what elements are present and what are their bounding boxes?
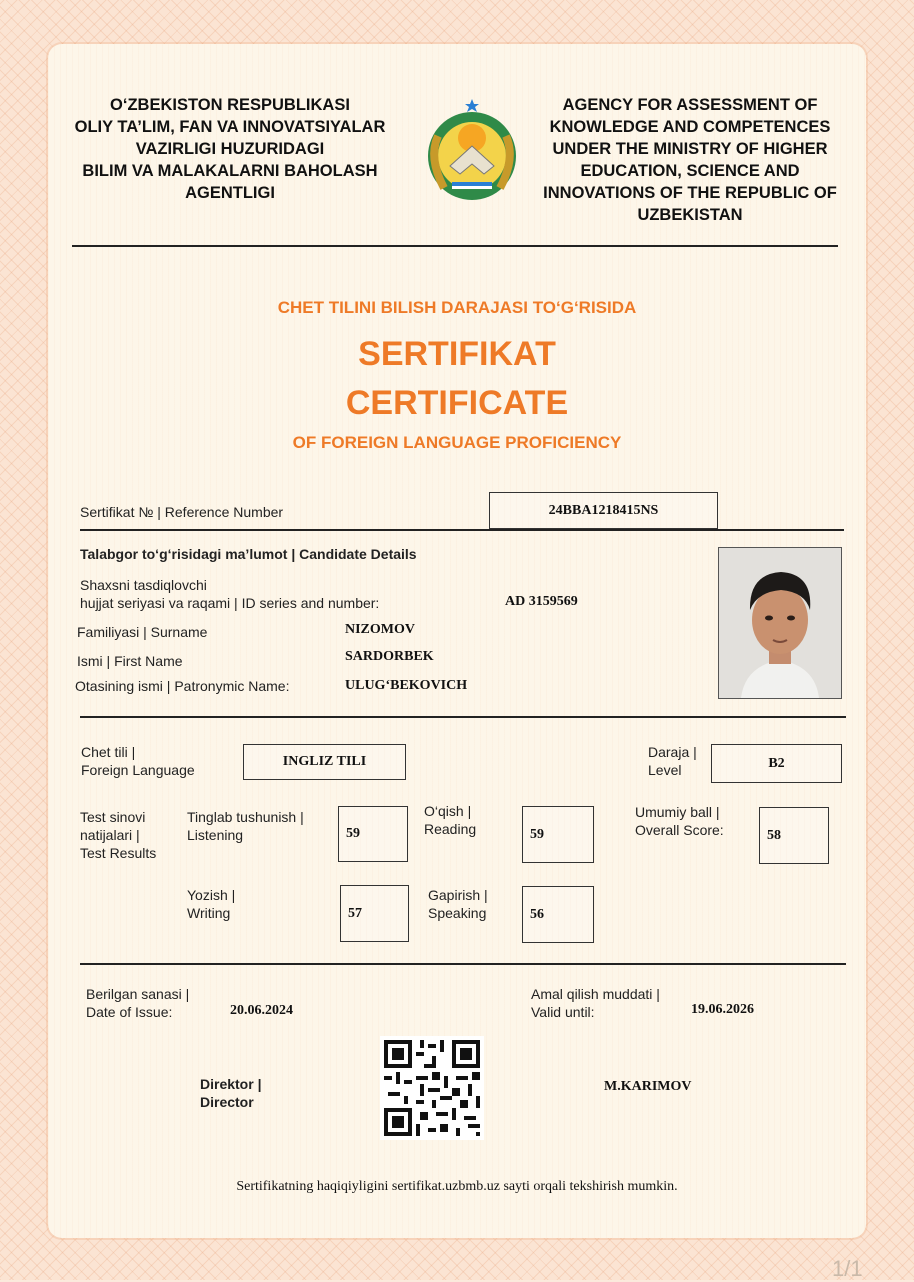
writing-score: 57 [348, 905, 362, 921]
listening-label [187, 808, 304, 844]
valid-until-label-line: Valid until: [531, 1004, 595, 1020]
language-label [81, 743, 195, 779]
level-box [711, 744, 842, 783]
reading-label-line: Reading [424, 821, 477, 837]
writing-label-line: Writing [187, 905, 231, 921]
listening-label-line: Listening [187, 827, 244, 843]
overall-label-line: Umumiy ball | [635, 804, 720, 820]
reference-label: Sertifikat № | Reference Number [80, 504, 284, 520]
results-divider [80, 963, 846, 965]
id-label-line1: Shaxsni tasdiqlovchi [80, 577, 207, 593]
director-label-line: Director [200, 1094, 254, 1110]
reading-score: 59 [530, 826, 544, 842]
reading-label-line: O‘qish | [424, 803, 472, 819]
header-en-line: AGENCY FOR ASSESSMENT OF [562, 96, 818, 114]
firstname-value: SARDORBEK [345, 649, 434, 664]
level-label-line: Daraja | [648, 744, 697, 760]
issue-date-label-line: Date of Issue: [86, 1004, 173, 1020]
surname-label: Familiyasi | Surname [77, 624, 208, 640]
results-label-line: natijalari | [80, 827, 140, 843]
firstname-label: Ismi | First Name [77, 653, 183, 669]
language-box [243, 744, 406, 780]
header-org-uz [60, 94, 400, 204]
header-uz-line: O‘ZBEKISTON RESPUBLIKASI [110, 96, 350, 114]
director-name: M.KARIMOV [604, 1079, 692, 1094]
issue-date-label [86, 985, 189, 1021]
director-label [200, 1075, 262, 1111]
id-label-line2: hujjat seriyasi va raqami | ID series and number: [80, 595, 380, 611]
overall-score: 58 [767, 827, 781, 843]
header-uz-line: VAZIRLIGI HUZURIDAGI [135, 140, 325, 158]
issue-date-value: 20.06.2024 [230, 1003, 293, 1018]
surname-value: NIZOMOV [345, 622, 415, 637]
reference-value: 24BBA1218415NS [548, 502, 659, 518]
qr-code-icon[interactable] [380, 1036, 484, 1140]
header-uz-line: BILIM VA MALAKALARNI BAHOLASH [82, 162, 378, 180]
level-value: B2 [768, 755, 785, 771]
listening-label-line: Tinglab tushunish | [187, 809, 304, 825]
header-en-line: EDUCATION, SCIENCE AND [580, 162, 800, 180]
reference-box [489, 492, 718, 529]
patronymic-label: Otasining ismi | Patronymic Name: [75, 678, 290, 694]
header-en-line: KNOWLEDGE AND COMPETENCES [549, 118, 831, 136]
overall-label [635, 803, 724, 839]
overall-label-line: Overall Score: [635, 822, 724, 838]
candidate-section-title: Talabgor to‘g‘risidagi ma’lumot | Candidate Details [80, 546, 417, 562]
header-en-line: UNDER THE MINISTRY OF HIGHER [552, 140, 828, 158]
speaking-score: 56 [530, 906, 544, 922]
patronymic-value: ULUG‘BEKOVICH [345, 678, 468, 693]
valid-until-value: 19.06.2026 [691, 1002, 754, 1017]
header-divider [72, 245, 838, 247]
results-label-line: Test Results [80, 845, 157, 861]
overall-box [759, 807, 829, 864]
level-label-line: Level [648, 762, 682, 778]
listening-box [338, 806, 408, 862]
speaking-label-line: Gapirish | [428, 887, 488, 903]
title-subtitle-uz: CHET TILINI BILISH DARAJASI TO‘G‘RISIDA [277, 298, 637, 317]
results-label-line: Test sinovi [80, 809, 146, 825]
reading-label [424, 802, 476, 838]
level-label [648, 743, 697, 779]
header-en-line: INNOVATIONS OF THE REPUBLIC OF [543, 184, 837, 202]
header-uz-line: OLIY TA’LIM, FAN VA INNOVATSIYALAR [74, 118, 386, 136]
reading-box [522, 806, 594, 863]
speaking-label [428, 886, 488, 922]
valid-until-label-line: Amal qilish muddati | [531, 986, 660, 1002]
candidate-divider [80, 716, 846, 718]
results-label [80, 808, 156, 862]
writing-label-line: Yozish | [187, 887, 236, 903]
header-uz-line: AGENTLIGI [185, 184, 275, 202]
language-label-line: Chet tili | [81, 744, 136, 760]
listening-score: 59 [346, 826, 360, 841]
header-org-en [530, 94, 850, 226]
language-label-line: Foreign Language [81, 762, 195, 778]
speaking-label-line: Speaking [428, 905, 487, 921]
issue-date-label-line: Berilgan sanasi | [86, 986, 190, 1002]
header-en-line: UZBEKISTAN [637, 206, 743, 224]
valid-until-label [531, 985, 660, 1021]
language-value: INGLIZ TILI [282, 754, 367, 769]
verification-note: Sertifikatning haqiqiyligini sertifikat.uzbmb.uz sayti orqali tekshirish mumkin. [236, 1179, 678, 1194]
state-emblem-icon [414, 96, 530, 212]
title-en: CERTIFICATE [345, 384, 569, 422]
speaking-box [522, 886, 594, 943]
reference-divider [80, 529, 844, 531]
id-value: AD 3159569 [505, 594, 578, 609]
candidate-photo [718, 547, 842, 699]
page-number: 1/1 [832, 1256, 863, 1281]
writing-box [340, 885, 409, 942]
writing-label [187, 886, 235, 922]
director-label-line: Direktor | [200, 1076, 262, 1092]
title-subtitle-en: OF FOREIGN LANGUAGE PROFICIENCY [292, 433, 622, 452]
title-uz: SERTIFIKAT [358, 335, 556, 373]
